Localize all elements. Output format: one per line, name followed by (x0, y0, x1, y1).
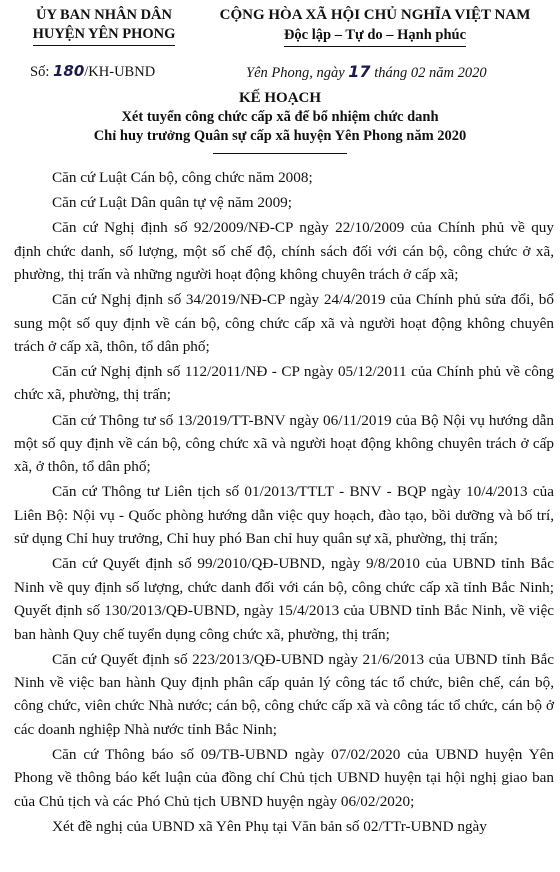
paragraph: Căn cứ Luật Cán bộ, công chức năm 2008; (52, 169, 313, 186)
paragraph: Xét đề nghị của UBND xã Yên Phụ tại Văn bản số 02/TTr-UBND ngày (52, 817, 487, 835)
paragraph: Căn cứ Nghị định số 34/2019/NĐ-CP ngày 24/4/2019 của Chính phủ sửa đổi, bổ sung một số quy định về cán bộ, công chức cấp xã và người hoạt động không chuyên trách ở cấp xã, thôn, tổ dân phố; (14, 291, 554, 355)
title-line-3: Chỉ huy trưởng Quân sự cấp xã huyện Yên Phong năm 2020 (93, 128, 467, 144)
date-prefix: Yên Phong, ngày (246, 65, 349, 81)
title-line-2: Xét tuyển công chức cấp xã để bổ nhiệm chức danh (121, 109, 439, 125)
document-title (20, 89, 540, 146)
title-heading: KẾ HOẠCH (238, 90, 322, 106)
paragraph: Căn cứ Thông báo số 09/TB-UBND ngày 07/02/2020 của UBND huyện Yên Phong về thông báo kết luận của đồng chí Chủ tịch UBND huyện tại hội nghị giao ban của Chủ tịch và các Phó Chủ tịch UBND huyện ngày 06/02/2020; (14, 745, 554, 810)
authority-line-2: HUYỆN YÊN PHONG (33, 25, 176, 46)
paragraph: Căn cứ Quyết định số 99/2010/QĐ-UBND, ngày 9/8/2010 của UBND tỉnh Bắc Ninh về quy định số lượng, chức danh đối với cán bộ, công chức cấp xã tỉnh Bắc Ninh; Quyết định số 130/2013/QĐ-UBND, ngày 15/4/2013 của UBND tỉnh Bắc Ninh, về việc ban hành Quy chế tuyển dụng công chức xã, phường, thị trấn; (14, 555, 554, 643)
issuing-authority (14, 6, 194, 46)
document-number (30, 62, 155, 81)
date-suffix: tháng 02 năm 2020 (370, 65, 487, 81)
national-motto (196, 6, 554, 47)
document-number-handwritten: 180 (52, 62, 85, 80)
paragraph: Căn cứ Luật Dân quân tự vệ năm 2009; (52, 194, 292, 212)
paragraph: Căn cứ Thông tư số 13/2019/TT-BNV ngày 06/11/2019 của Bộ Nội vụ hướng dẫn một số quy định về cán bộ, công chức xã và người hoạt động không chuyên trách ở cấp xã, ở thôn, tổ dân phố; (14, 411, 554, 476)
paragraph: Căn cứ Nghị định số 112/2011/NĐ - CP ngày 05/12/2011 của Chính phủ về công chức xã, phường, thị trấn; (14, 363, 554, 404)
authority-line-1: ỦY BAN NHÂN DÂN (35, 7, 172, 23)
paragraph: Căn cứ Nghị định số 92/2009/NĐ-CP ngày 22/10/2009 của Chính phủ về quy định chức danh, số lượng, một số chế độ, chính sách đối với cán bộ, công chức ở xã, phường, thị trấn và những người hoạt động không chuyên trách ở cấp xã; (14, 219, 554, 283)
paragraph: Căn cứ Thông tư Liên tịch số 01/2013/TTLT - BNV - BQP ngày 10/4/2013 của Liên Bộ: Nội vụ - Quốc phòng hướng dẫn việc quy hoạch, đào tạo, bồi dưỡng và bố trí, sử dụng Chỉ huy trưởng, Chỉ huy phó Ban chỉ huy quân sự xã, phường, thị trấn; (14, 483, 554, 548)
document-number-prefix: Số: (30, 64, 53, 80)
nation-name: CỘNG HÒA XÃ HỘI CHỦ NGHĨA VIỆT NAM (219, 7, 531, 23)
title-divider (213, 153, 347, 154)
document-body (14, 166, 554, 840)
date-day-handwritten: 17 (348, 62, 371, 81)
document-number-suffix: /KH-UBND (84, 64, 156, 80)
motto: Độc lập – Tự do – Hạnh phúc (284, 26, 466, 47)
document-date (246, 62, 487, 82)
paragraph: Căn cứ Quyết định số 223/2013/QĐ-UBND ngày 21/6/2013 của UBND tỉnh Bắc Ninh về việc ban hành Quy định phân cấp quản lý công tác tổ chức, biên chế, cán bộ, công chức, viên chức Nhà nước; cán bộ, công chức cấp xã và công tác tổ chức, cán bộ ở các doanh nghiệp Nhà nước tỉnh Bắc Ninh; (14, 650, 554, 738)
